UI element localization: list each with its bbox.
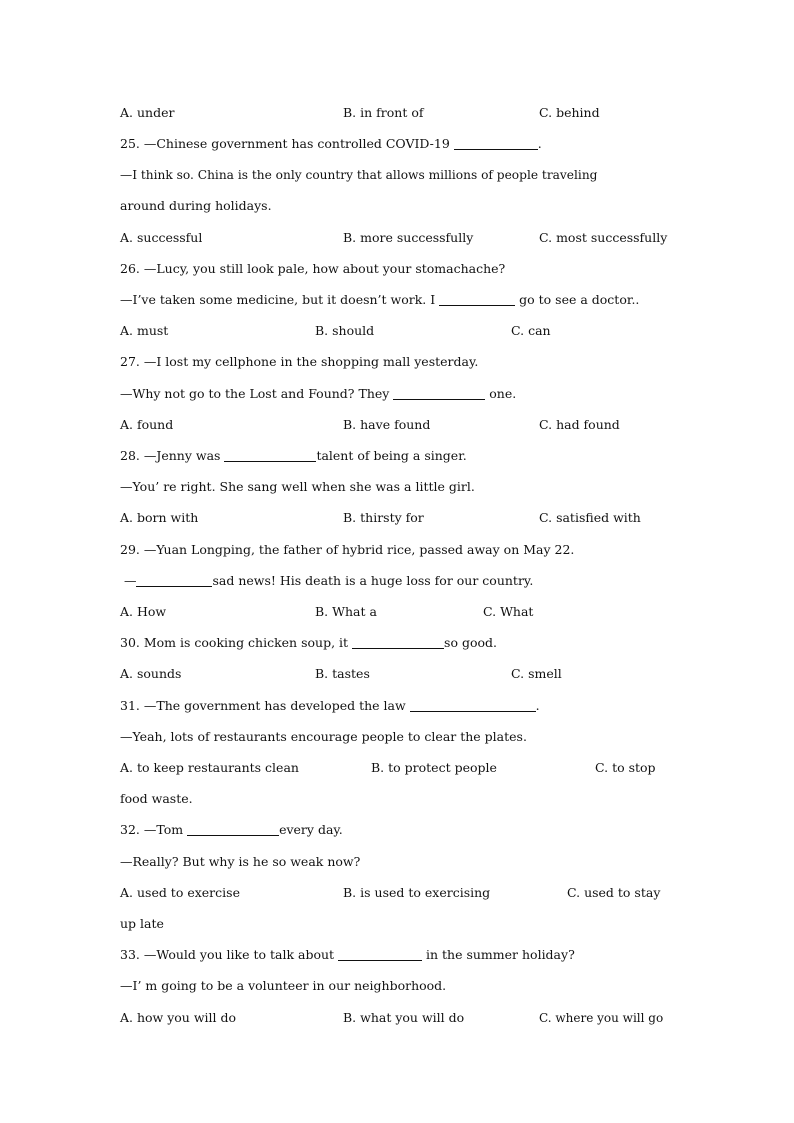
options-row: [0, 320, 794, 342]
answer-blank: [454, 135, 538, 150]
question-text-end: so good.: [444, 635, 497, 650]
text-line: [120, 851, 720, 873]
option-b: B. more successfully: [343, 230, 474, 245]
option-b: B. have found: [343, 417, 431, 432]
question-text: —: [120, 573, 137, 588]
question-line: [120, 445, 720, 467]
options-row: [0, 663, 794, 685]
text-line: [120, 539, 720, 561]
text-line: [120, 476, 720, 498]
line-text: food waste.: [120, 791, 193, 806]
option-c: C. behind: [539, 105, 600, 120]
question-text-end: every day.: [279, 822, 343, 837]
answer-blank: [393, 385, 485, 400]
answer-blank: [224, 447, 316, 462]
text-line: [120, 351, 720, 373]
question-text: 33. —Would you like to talk about: [120, 947, 339, 962]
question-text-end: in the summer holiday?: [422, 947, 575, 962]
option-c: C. smell: [511, 666, 562, 681]
options-row: [0, 227, 794, 249]
answer-blank: [338, 946, 422, 961]
line-text: —You’ re right. She sang well when she was a little girl.: [120, 479, 475, 494]
question-text: 30. Mom is cooking chicken soup, it: [120, 635, 353, 650]
option-a: A. found: [120, 417, 174, 432]
line-text: 27. —I lost my cellphone in the shopping mall yesterday.: [120, 354, 479, 369]
question-text: 25. —Chinese government has controlled COVID-19: [120, 136, 454, 151]
question-text-end: go to see a doctor..: [515, 292, 640, 307]
option-b: B. What a: [315, 604, 377, 619]
option-a: A. used to exercise: [120, 885, 240, 900]
question-line: [120, 133, 720, 155]
option-b: B. thirsty for: [343, 510, 424, 525]
line-text: —Yeah, lots of restaurants encourage people to clear the plates.: [120, 729, 527, 744]
option-a: A. must: [120, 323, 169, 338]
options-row: [0, 1007, 794, 1029]
text-line: [120, 913, 720, 935]
text-line: [120, 975, 720, 997]
options-row: [0, 882, 794, 904]
question-text: 32. —Tom: [120, 822, 188, 837]
option-c: C. What: [483, 604, 534, 619]
options-row: [0, 507, 794, 529]
question-text: —Why not go to the Lost and Found? They: [120, 386, 394, 401]
option-c: C. can: [511, 323, 551, 338]
line-text: around during holidays.: [120, 198, 272, 213]
question-line: [120, 383, 720, 405]
question-text-end: one.: [485, 386, 517, 401]
question-line: [120, 695, 720, 717]
question-text-end: .: [537, 136, 542, 151]
option-b: B. tastes: [315, 666, 370, 681]
option-c: C. most successfully: [539, 230, 668, 245]
options-row: [0, 414, 794, 436]
option-b: B. to protect people: [371, 760, 497, 775]
question-line: [120, 632, 720, 654]
option-a: A. how you will do: [120, 1010, 237, 1025]
question-line: [120, 570, 720, 592]
option-a: A. sounds: [120, 666, 182, 681]
line-text: —Really? But why is he so weak now?: [120, 854, 361, 869]
answer-blank: [439, 291, 515, 306]
option-a: A. under: [120, 105, 175, 120]
option-c: C. satisfied with: [539, 510, 641, 525]
question-text: 28. —Jenny was: [120, 448, 225, 463]
option-a: A. to keep restaurants clean: [120, 760, 299, 775]
option-c: C. where you will go: [539, 1011, 664, 1025]
answer-blank: [410, 697, 536, 712]
answer-blank: [187, 821, 279, 836]
option-b: B. should: [315, 323, 375, 338]
option-a: A. successful: [120, 230, 203, 245]
question-line: [120, 289, 720, 311]
question-text: 31. —The government has developed the law: [120, 698, 410, 713]
question-text-end: talent of being a singer.: [316, 448, 467, 463]
line-text: 26. —Lucy, you still look pale, how about your stomachache?: [120, 261, 506, 276]
text-line: [120, 726, 720, 748]
question-text-end: .: [535, 698, 540, 713]
line-text: —I think so. China is the only country that allows millions of people traveling: [120, 168, 598, 182]
line-text: —I’ m going to be a volunteer in our neighborhood.: [120, 978, 447, 993]
option-b: B. what you will do: [343, 1010, 465, 1025]
question-line: [120, 944, 720, 966]
line-text: 29. —Yuan Longping, the father of hybrid rice, passed away on May 22.: [120, 542, 575, 557]
question-line: [120, 819, 720, 841]
option-c: C. used to stay: [567, 885, 661, 900]
option-b: B. in front of: [343, 105, 424, 120]
options-row: [0, 102, 794, 124]
question-text-end: sad news! His death is a huge loss for our country.: [212, 573, 534, 588]
options-row: [0, 757, 794, 779]
text-line: [120, 164, 720, 186]
answer-blank: [136, 572, 212, 587]
option-c: C. had found: [539, 417, 620, 432]
option-a: A. How: [120, 604, 167, 619]
line-text: up late: [120, 916, 164, 931]
text-line: [120, 195, 720, 217]
option-a: A. born with: [120, 510, 199, 525]
text-line: [120, 788, 720, 810]
answer-blank: [352, 634, 444, 649]
question-text: —I’ve taken some medicine, but it doesn’t work. I: [120, 292, 440, 307]
text-line: [120, 258, 720, 280]
option-b: B. is used to exercising: [343, 885, 491, 900]
option-c: C. to stop: [595, 760, 656, 775]
options-row: [0, 601, 794, 623]
